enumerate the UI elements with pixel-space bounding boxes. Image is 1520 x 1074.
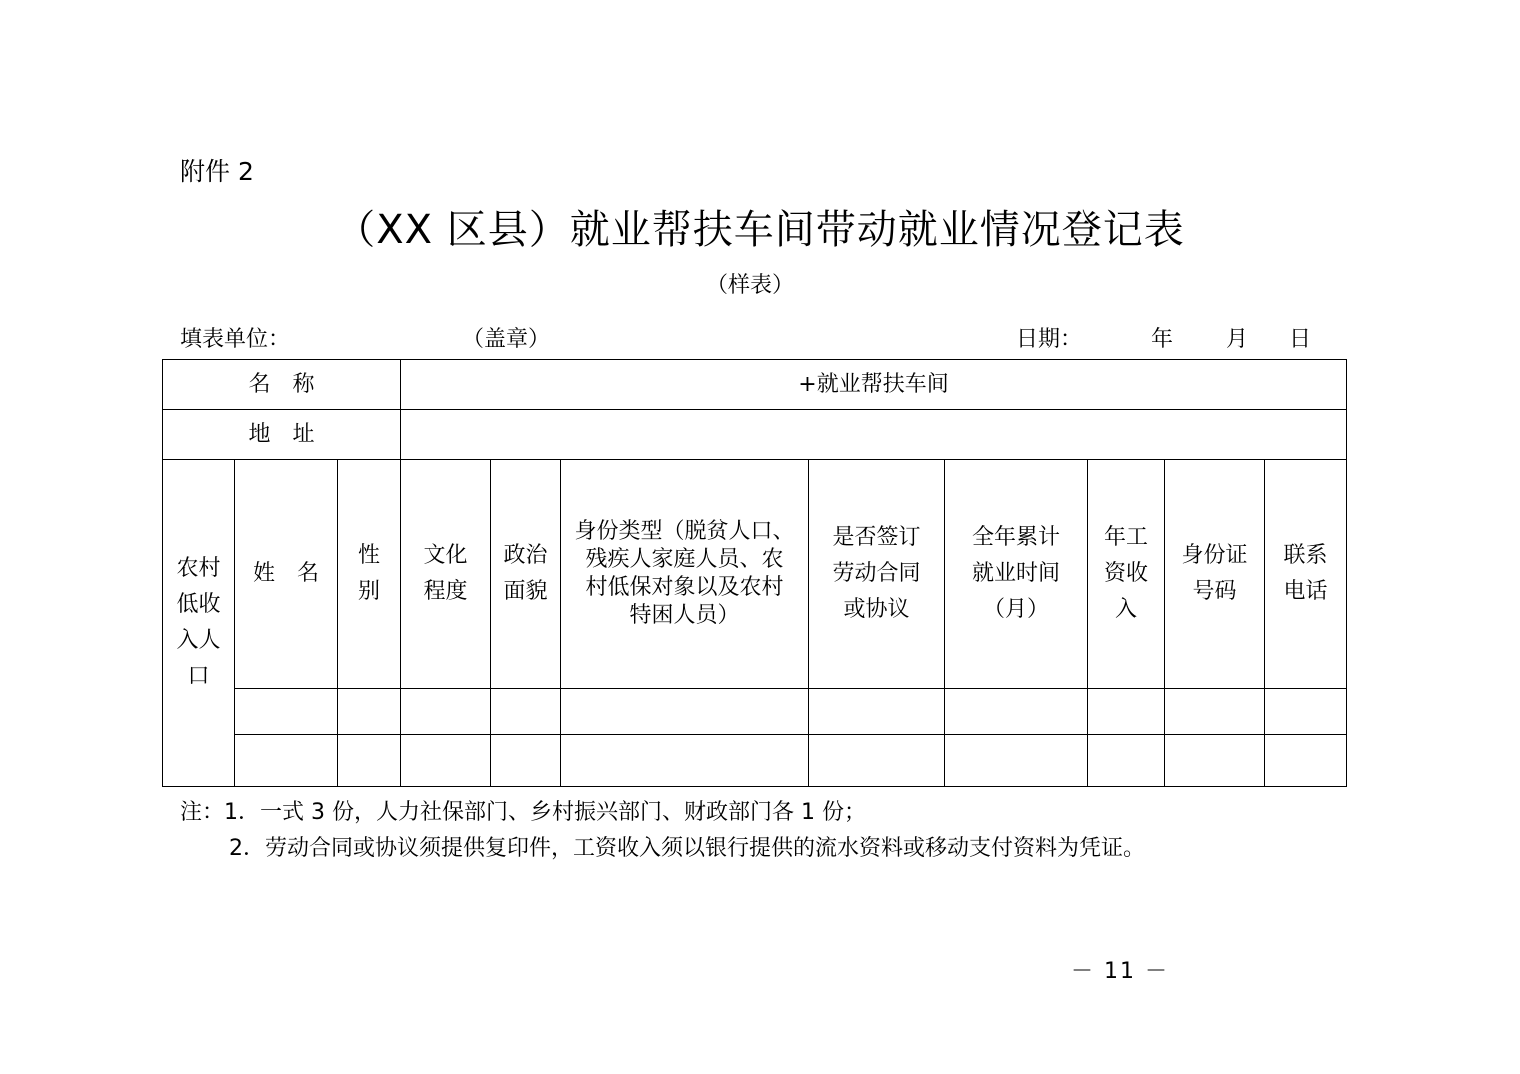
table-cell[interactable] <box>491 689 561 735</box>
table-cell[interactable] <box>235 689 338 735</box>
table-cell[interactable] <box>401 735 491 787</box>
table-cell[interactable] <box>1265 735 1347 787</box>
note-line-2: 2．劳动合同或协议须提供复印件，工资收入须以银行提供的流水资料或移动支付资料为凭证。 <box>229 836 1146 861</box>
date-day-label: 日 <box>1289 327 1312 352</box>
col-header-id-number: 身份证 号码 <box>1165 460 1265 689</box>
address-label-cell: 地 址 <box>163 410 401 460</box>
col-header-gender: 性 别 <box>338 460 401 689</box>
fill-unit-label: 填表单位： <box>180 327 291 352</box>
col-header-identity-type: 身份类型（脱贫人口、 残疾人家庭人员、农 村低保对象以及农村 特困人员） <box>561 460 809 689</box>
seal-label: （盖章） <box>462 327 551 352</box>
address-value-cell[interactable] <box>401 410 1347 460</box>
column-header-row <box>163 460 1347 689</box>
table-cell[interactable] <box>235 735 338 787</box>
table-cell[interactable] <box>338 689 401 735</box>
table-cell[interactable] <box>401 689 491 735</box>
table-cell[interactable] <box>809 735 945 787</box>
col-header-labor-contract: 是否签订 劳动合同 或协议 <box>809 460 945 689</box>
workshop-name-row <box>163 360 1347 410</box>
form-subtitle: （样表） <box>705 273 794 298</box>
table-cell[interactable] <box>1088 735 1165 787</box>
col-header-employment-months: 全年累计 就业时间 （月） <box>945 460 1088 689</box>
page-number: － 11 － <box>1071 959 1169 984</box>
col-header-political-status: 政治 面貌 <box>491 460 561 689</box>
date-label: 日期： <box>1016 327 1083 352</box>
date-month-label: 月 <box>1226 327 1249 352</box>
col-header-phone: 联系 电话 <box>1265 460 1347 689</box>
group-label-cell: 农村 低收 入人 口 <box>163 460 235 787</box>
note-line-1: 注：1．一式 3 份，人力社保部门、乡村振兴部门、财政部门各 1 份； <box>180 800 866 825</box>
registration-table <box>162 359 1347 787</box>
table-cell[interactable] <box>1265 689 1347 735</box>
table-cell[interactable] <box>1165 735 1265 787</box>
date-year-label: 年 <box>1151 327 1174 352</box>
table-cell[interactable] <box>561 735 809 787</box>
col-header-name: 姓 名 <box>235 460 338 689</box>
table-cell[interactable] <box>945 689 1088 735</box>
table-cell[interactable] <box>1088 689 1165 735</box>
table-row <box>163 689 1347 735</box>
col-header-annual-income: 年工 资收 入 <box>1088 460 1165 689</box>
name-label-cell: 名 称 <box>163 360 401 410</box>
table-cell[interactable] <box>561 689 809 735</box>
table-row <box>163 735 1347 787</box>
table-cell[interactable] <box>338 735 401 787</box>
col-header-education: 文化 程度 <box>401 460 491 689</box>
table-cell[interactable] <box>1165 689 1265 735</box>
table-cell[interactable] <box>809 689 945 735</box>
table-cell[interactable] <box>491 735 561 787</box>
table-cell[interactable] <box>945 735 1088 787</box>
form-title: （XX 区县）就业帮扶车间带动就业情况登记表 <box>335 207 1185 253</box>
attachment-label: 附件 2 <box>180 157 254 186</box>
workshop-address-row <box>163 410 1347 460</box>
name-value-cell[interactable]: +就业帮扶车间 <box>401 360 1347 410</box>
